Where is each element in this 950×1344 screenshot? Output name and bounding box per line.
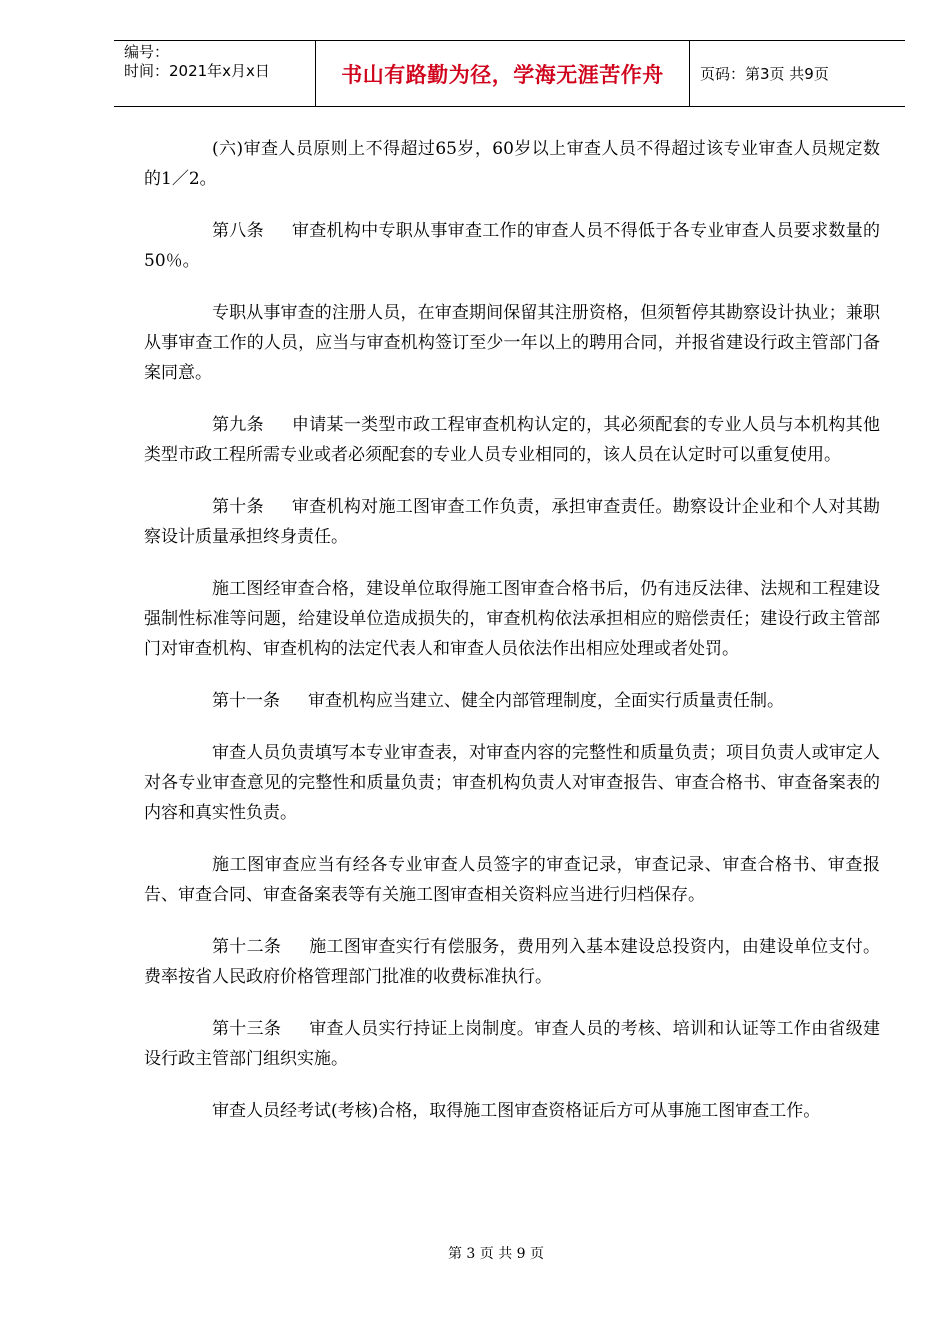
paragraph-text: 审查人员实行持证上岗制度。审查人员的考核、培训和认证等工作由省级建设行政主管部门组织实施。 bbox=[144, 1019, 881, 1069]
paragraph bbox=[144, 738, 880, 828]
motto-text: 书山有路勤为径，学海无涯苦作舟 bbox=[341, 62, 664, 87]
paragraph bbox=[144, 1014, 880, 1074]
paragraph bbox=[144, 932, 880, 992]
article-number: 第十三条 bbox=[212, 1019, 282, 1039]
paragraph bbox=[144, 216, 880, 276]
paragraph-text: 审查机构中专职从事审查工作的审查人员不得低于各专业审查人员要求数量的50％。 bbox=[144, 221, 881, 271]
paragraph bbox=[144, 574, 880, 664]
paragraph-text: 申请某一类型市政工程审查机构认定的，其必须配套的专业人员与本机构其他类型市政工程所需专业或者必须配套的专业人员专业相同的，该人员在认定时可以重复使用。 bbox=[144, 415, 881, 465]
header-meta-cell bbox=[114, 41, 316, 106]
paragraph bbox=[144, 298, 880, 388]
article-number: 第八条 bbox=[212, 221, 264, 241]
header-page-number: 页码：第3页 共9页 bbox=[700, 65, 829, 83]
article-number: 第十一条 bbox=[212, 691, 280, 711]
paragraph-text: 专职从事审查的注册人员，在审查期间保留其注册资格，但须暂停其勘察设计执业；兼职从事审查工作的人员，应当与审查机构签订至少一年以上的聘用合同，并报省建设行政主管部门备案同意。 bbox=[144, 303, 880, 383]
paragraph bbox=[144, 492, 880, 552]
serial-number-label: 编号： bbox=[124, 43, 170, 61]
paragraph bbox=[144, 410, 880, 470]
article-number: 第十条 bbox=[212, 497, 264, 517]
article-number: 第九条 bbox=[212, 415, 264, 435]
paragraph-text: 审查机构对施工图审查工作负责，承担审查责任。勘察设计企业和个人对其勘察设计质量承担终身责任。 bbox=[144, 497, 881, 547]
footer-page-number: 第 3 页 共 9 页 bbox=[447, 1246, 545, 1262]
paragraph-text: 审查人员经考试(考核)合格，取得施工图审查资格证后方可从事施工图审查工作。 bbox=[212, 1101, 821, 1121]
time-label: 时间：2021年x月x日 bbox=[124, 62, 270, 80]
page-header bbox=[114, 40, 905, 107]
paragraph-text: 审查人员负责填写本专业审查表，对审查内容的完整性和质量负责；项目负责人或审定人对各专业审查意见的完整性和质量负责；审查机构负责人对审查报告、审查合格书、审查备案表的内容和真实性负责。 bbox=[144, 743, 880, 823]
paragraph-text: 审查机构应当建立、健全内部管理制度，全面实行质量责任制。 bbox=[308, 691, 784, 711]
paragraph bbox=[144, 134, 880, 194]
paragraph-text: 施工图审查应当有经各专业审查人员签字的审查记录，审查记录、审查合格书、审查报告、审查合同、审查备案表等有关施工图审查相关资料应当进行归档保存。 bbox=[144, 855, 880, 905]
document-body bbox=[144, 134, 880, 1148]
page-footer bbox=[0, 1243, 950, 1263]
paragraph-text: 施工图审查实行有偿服务，费用列入基本建设总投资内，由建设单位支付。费率按省人民政府价格管理部门批准的收费标准执行。 bbox=[144, 937, 881, 987]
paragraph bbox=[144, 850, 880, 910]
article-number: 第十二条 bbox=[212, 937, 282, 957]
paragraph-text: 施工图经审查合格，建设单位取得施工图审查合格书后，仍有违反法律、法规和工程建设强制性标准等问题，给建设单位造成损失的，审查机构依法承担相应的赔偿责任；建设行政主管部门对审查机构、审查机构的法定代表人和审查人员依法作出相应处理或者处罚。 bbox=[144, 579, 880, 659]
header-page-cell bbox=[690, 41, 905, 106]
paragraph-text: (六)审查人员原则上不得超过65岁，60岁以上审查人员不得超过该专业审查人员规定数的1／2。 bbox=[144, 139, 880, 189]
paragraph bbox=[144, 686, 880, 716]
header-motto-cell bbox=[316, 41, 690, 106]
paragraph bbox=[144, 1096, 880, 1126]
